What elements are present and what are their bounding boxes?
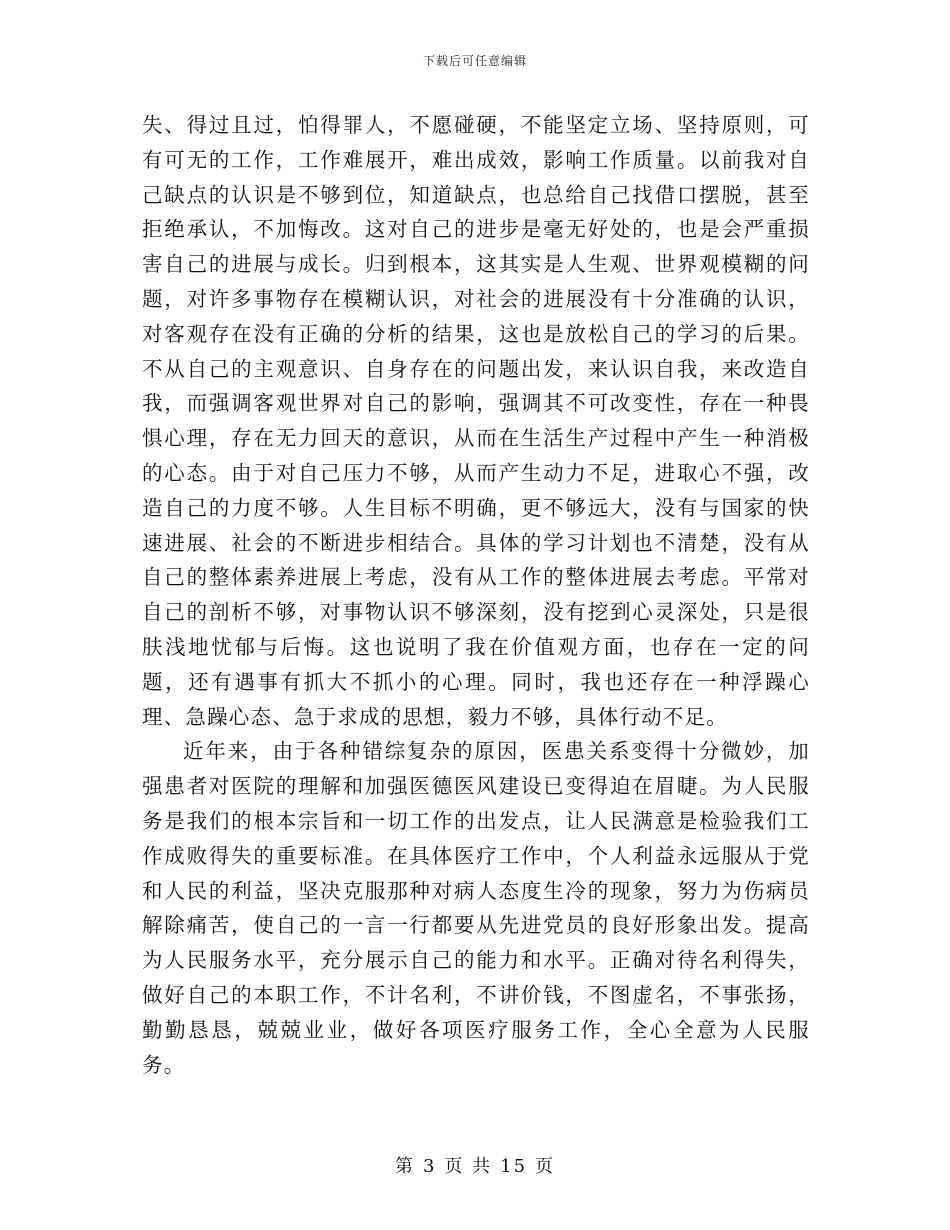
paragraph-2: 近年来，由于各种错综复杂的原因，医患关系变得十分微妙，加强患者对医院的理解和加强医德医风建设已变得迫在眉睫。为人民服务是我们的根本宗旨和一切工作的出发点，让人民满意是检验我们工作成败得失的重要标准。在具体医疗工作中，个人利益永远服从于党和人民的利益，坚决克服那种对病人态度生冷的现象，努力为伤病员解除痛苦，使自己的一言一行都要从先进党员的良好形象出发。提高为人民服务水平，充分展示自己的能力和水平。正确对待名利得失，做好自己的本职工作，不计名利，不讲价钱，不图虚名，不事张扬，勤勤恳恳，兢兢业业，做好各项医疗服务工作，全心全意为人民服务。 <box>142 739 810 1077</box>
page-footer <box>0 1152 950 1178</box>
footer-prefix: 第 <box>394 1156 415 1177</box>
footer-current-page: 3 <box>422 1156 437 1177</box>
footer-total-pages: 15 <box>500 1156 528 1177</box>
paragraph-1: 失、得过且过，怕得罪人，不愿碰硬，不能坚定立场、坚持原则，可有可无的工作，工作难展开，难出成效，影响工作质量。以前我对自己缺点的认识是不够到位，知道缺点，也总给自己找借口摆脱，甚至拒绝承认，不加悔改。这对自己的进步是毫无好处的，也是会严重损害自己的进展与成长。归到根本，这其实是人生观、世界观模糊的问题，对许多事物存在模糊认识，对社会的进展没有十分准确的认识，对客观存在没有正确的分析的结果，这也是放松自己的学习的后果。不从自己的主观意识、自身存在的问题出发，来认识自我，来改造自我，而强调客观世界对自己的影响，强调其不可改变性，存在一种畏惧心理，存在无力回天的意识，从而在生活生产过程中产生一种消极的心态。由于对自己压力不够，从而产生动力不足，进取心不强，改造自己的力度不够。人生目标不明确，更不够远大，没有与国家的快速进展、社会的不断进步相结合。具体的学习计划也不清楚，没有从自己的整体素养进展上考虑，没有从工作的整体进展去考虑。平常对自己的剖析不够，对事物认识不够深刻，没有挖到心灵深处，只是很肤浅地忧郁与后悔。这也说明了我在价值观方面，也存在一定的问题，还有遇事有抓大不抓小的心理。同时，我也还存在一种浮躁心理、急躁心态、急于求成的思想，毅力不够，具体行动不足。 <box>142 113 810 729</box>
page-header: 下载后可任意编辑 <box>422 54 527 68</box>
document-body <box>142 108 810 1082</box>
footer-middle: 页 共 <box>444 1156 493 1177</box>
footer-suffix: 页 <box>535 1156 556 1177</box>
